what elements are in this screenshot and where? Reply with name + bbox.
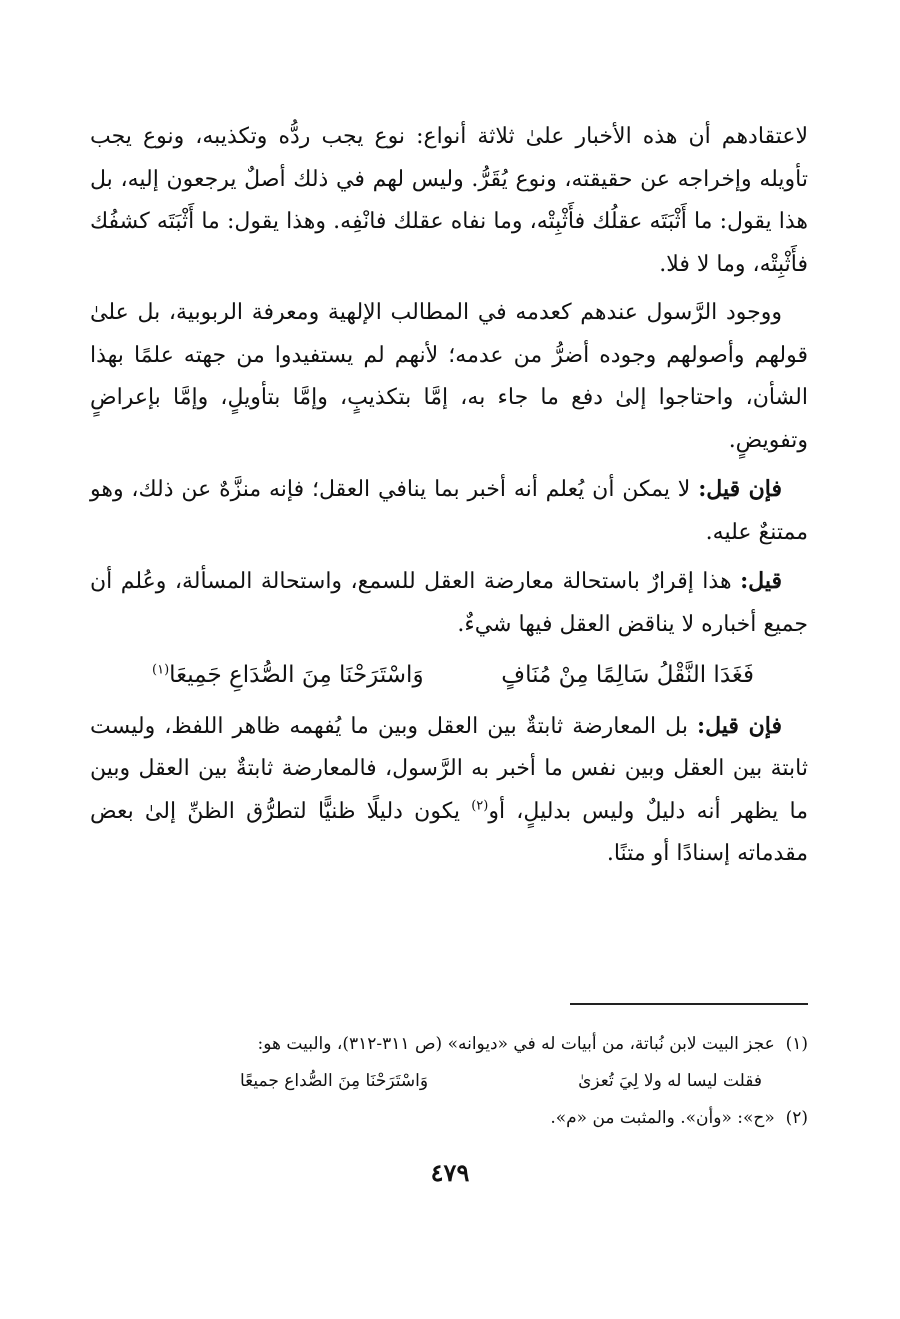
paragraph-2 [90,292,808,462]
footnote-1 [90,1026,808,1063]
footnote-ref-1[interactable]: (١) [152,662,170,678]
paragraph-1 [90,116,808,286]
page-number: ٤٧٩ [430,1158,470,1187]
paragraph-2-text: ووجود الرَّسول عندهم كعدمه في المطالب الإلهية ومعرفة الربوبية، بل علىٰ قولهم وأصولهم وجوده أضرُّ من عدمه؛ لأنهم لم يستفيدوا من جهته علمًا بهذا الشأن، واحتاجوا إلىٰ دفع ما جاء به، إمَّا بتكذيبٍ، وإمَّا بتأويلٍ، وإمَّا بإعراضٍ وتفويضٍ. [90,300,808,453]
main-text [90,116,808,882]
paragraph-5-text-b: يكون دليلًا ظنيًّا لتطرُّق الظنِّ إلىٰ بعض مقدماته إسنادًا أو متنًا. [90,798,808,866]
footnotes [90,1026,808,1137]
paragraph-4 [90,560,808,646]
paragraph-1-text: لاعتقادهم أن هذه الأخبار علىٰ ثلاثة أنواع: نوع يجب ردُّه وتكذيبه، ونوع يجب تأويله وإخراجه عن حقيقته، ونوع يُقَرُّ. وليس لهم في ذلك أصلٌ يرجعون إليه، بل هذا يقول: ما أَثْبَتَه عقلُك فأَثْبِتْه، وما نفاه عقلك فانْفِه. وهذا يقول: ما أَثْبَتَه كشفُك فأَثْبِتْه، وما لا فلا. [90,124,808,277]
paragraph-4-lead: قيل: [740,568,782,594]
footnote-2 [90,1100,808,1137]
footnote-verse [90,1063,808,1100]
footnote-verse-hemistich-1: فقلت ليسا له ولا لِيَ تُعزىٰ [578,1071,762,1091]
paragraph-3-lead: فإن قيل: [698,476,782,502]
paragraph-5-text-a: بل المعارضة ثابتةٌ بين العقل وبين ما يُفهمه ظاهر اللفظ، وليست ثابتة بين العقل وبين نفس ما أخبر به الرَّسول، فالمعارضة ثابتةٌ بين العقل وبين ما يظهر أنه دليلٌ وليس بدليلٍ، أو [90,713,808,824]
paragraph-3-text: لا يمكن أن يُعلم أنه أخبر بما ينافي العقل؛ فإنه منزَّهٌ عن ذلك، وهو ممتنعٌ عليه. [90,477,808,545]
paragraph-5-lead: فإن قيل: [696,712,782,739]
verse-hemistich-2-wrap [152,654,424,697]
verse-hemistich-1: فَغَدَا النَّقْلُ سَالِمًا مِنْ مُنَافٍ [501,662,754,688]
paragraph-4-text: هذا إقرارٌ باستحالة معارضة العقل للسمع، واستحالة المسألة، وعُلم أن جميع أخباره لا يناقض العقل فيها شيءٌ. [90,569,808,637]
verse-hemistich-2: وَاسْتَرَحْنَا مِنَ الصُّدَاعِ جَمِيعَا [169,662,424,688]
footnote-verse-hemistich-2: وَاسْتَرَحْنَا مِنَ الصُّداع جميعًا [240,1071,429,1091]
paragraph-5 [90,705,808,876]
poem-verse [90,652,808,705]
footnote-divider [570,1003,808,1005]
footnote-2-text: «ح»: «وأن». والمثبت من «م». [550,1108,775,1128]
paragraph-3 [90,468,808,554]
footnote-1-number: (١) [785,1034,808,1054]
footnote-1-text: عجز البيت لابن نُباتة، من أبيات له في «ديوانه» (ص ٣١١-٣١٢)، والبيت هو: [257,1034,775,1054]
footnote-ref-2[interactable]: (٢) [471,798,489,814]
footnote-2-number: (٢) [785,1108,808,1128]
